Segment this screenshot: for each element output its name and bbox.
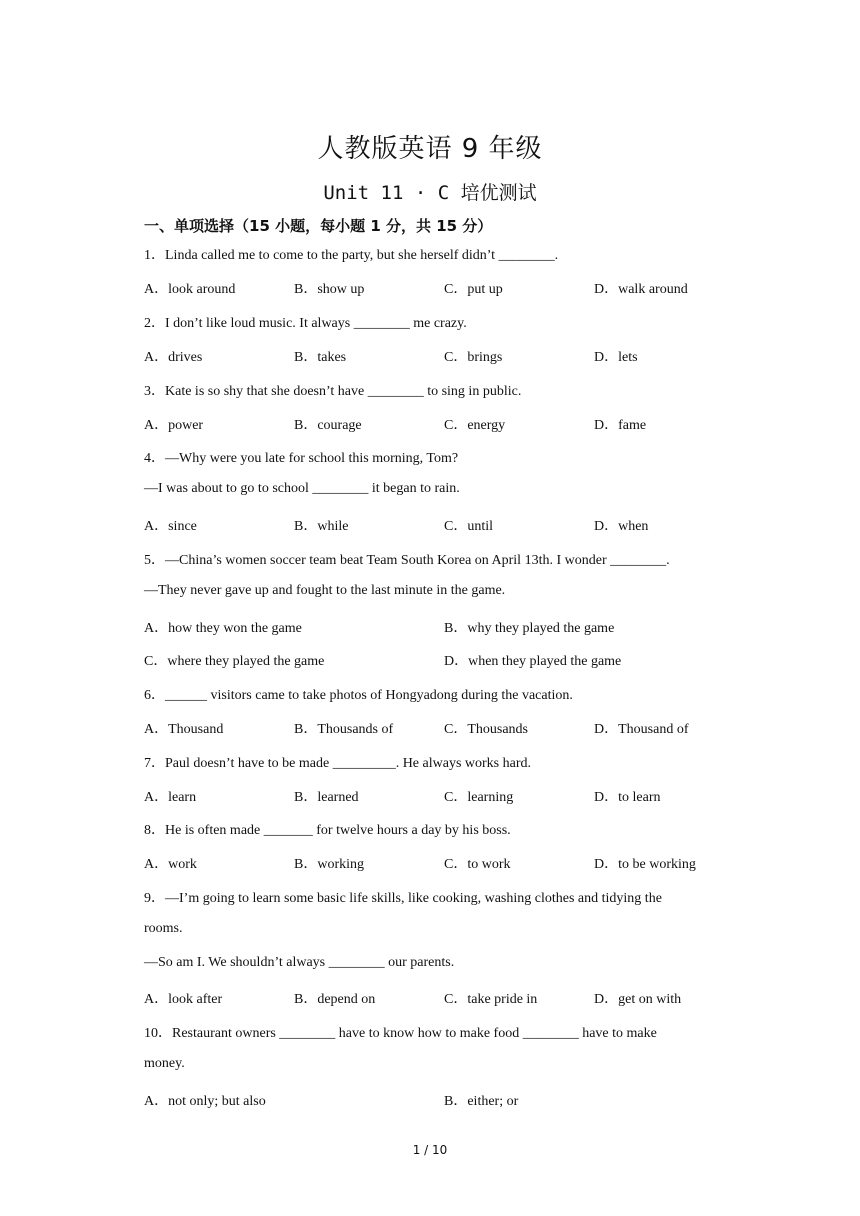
- question-10-option-b[interactable]: B．either; or: [444, 1094, 519, 1109]
- question-5-option-b[interactable]: B．why they played the game: [444, 621, 615, 636]
- question-8-option-b[interactable]: B．working: [294, 857, 364, 872]
- document-subtitle: Unit 11 · C 培优测试: [323, 182, 537, 204]
- question-7-options: [144, 786, 744, 806]
- question-4-option-a[interactable]: A．since: [144, 519, 197, 534]
- question-7-option-c[interactable]: C．learning: [444, 790, 514, 805]
- question-2-option-d[interactable]: D．lets: [594, 350, 638, 365]
- question-8-stem: 8．He is often made _______ for twelve hours a day by his boss.: [144, 823, 511, 838]
- question-7-stem: 7．Paul doesn’t have to be made _________. He always works hard.: [144, 756, 531, 771]
- question-5-stem-line-2: —They never gave up and fought to the last minute in the game.: [144, 583, 506, 598]
- question-2-option-b[interactable]: B．takes: [294, 350, 347, 365]
- question-1-stem: 1．Linda called me to come to the party, but she herself didn’t ________.: [144, 248, 559, 263]
- question-1-option-d[interactable]: D．walk around: [594, 282, 688, 297]
- question-4-option-d[interactable]: D．when: [594, 519, 649, 534]
- question-4-stem: 4．—Why were you late for school this morning, Tom?: [144, 451, 459, 466]
- question-10-options: [144, 1090, 744, 1110]
- question-10-stem-line-2: money.: [144, 1056, 185, 1071]
- question-8-option-a[interactable]: A．work: [144, 857, 197, 872]
- question-9-option-c[interactable]: C．take pride in: [444, 992, 538, 1007]
- document-title: 人教版英语 9 年级: [317, 134, 543, 164]
- question-1-option-b[interactable]: B．show up: [294, 282, 365, 297]
- question-5-option-a[interactable]: A．how they won the game: [144, 621, 302, 636]
- question-7-option-b[interactable]: B．learned: [294, 790, 359, 805]
- question-9-stem-line-2: rooms.: [144, 921, 183, 936]
- question-3-options: [144, 414, 744, 434]
- question-7-option-a[interactable]: A．learn: [144, 790, 197, 805]
- question-5-options-row-2: [144, 650, 744, 670]
- question-8-option-c[interactable]: C．to work: [444, 857, 511, 872]
- question-3-option-a[interactable]: A．power: [144, 418, 204, 433]
- question-2-option-a[interactable]: A．drives: [144, 350, 203, 365]
- question-6-option-c[interactable]: C．Thousands: [444, 722, 528, 737]
- question-4-option-b[interactable]: B．while: [294, 519, 349, 534]
- section-heading: 一、单项选择（15 小题，每小题 1 分，共 15 分）: [144, 217, 493, 235]
- question-10-option-a[interactable]: A．not only; but also: [144, 1094, 266, 1109]
- question-10-stem: 10．Restaurant owners ________ have to know how to make food ________ have to make: [144, 1026, 657, 1041]
- question-6-option-b[interactable]: B．Thousands of: [294, 722, 394, 737]
- question-8-option-d[interactable]: D．to be working: [594, 857, 696, 872]
- question-2-options: [144, 346, 744, 366]
- question-8-options: [144, 853, 744, 873]
- question-3-option-c[interactable]: C．energy: [444, 418, 506, 433]
- question-9-stem-line-3: —So am I. We shouldn’t always ________ our parents.: [144, 955, 455, 970]
- question-2-option-c[interactable]: C．brings: [444, 350, 503, 365]
- question-9-option-b[interactable]: B．depend on: [294, 992, 376, 1007]
- page-number: 1 / 10: [412, 1143, 448, 1157]
- question-4-stem-line-2: —I was about to go to school ________ it began to rain.: [144, 481, 460, 496]
- question-1-options: [144, 278, 744, 298]
- question-9-stem: 9．—I’m going to learn some basic life skills, like cooking, washing clothes and tidying the: [144, 891, 662, 906]
- question-7-option-d[interactable]: D．to learn: [594, 790, 661, 805]
- question-6-option-a[interactable]: A．Thousand: [144, 722, 224, 737]
- question-5-stem: 5．—China’s women soccer team beat Team South Korea on April 13th. I wonder ________.: [144, 553, 670, 568]
- question-3-stem: 3．Kate is so shy that she doesn’t have ________ to sing in public.: [144, 384, 522, 399]
- question-1-option-c[interactable]: C．put up: [444, 282, 503, 297]
- question-5-option-d[interactable]: D．when they played the game: [444, 654, 622, 669]
- question-4-options: [144, 515, 744, 535]
- question-9-options: [144, 988, 744, 1008]
- question-3-option-b[interactable]: B．courage: [294, 418, 362, 433]
- question-6-stem: 6．______ visitors came to take photos of Hongyadong during the vacation.: [144, 688, 573, 703]
- question-5-options-row-1: [144, 617, 744, 637]
- question-3-option-d[interactable]: D．fame: [594, 418, 647, 433]
- question-6-option-d[interactable]: D．Thousand of: [594, 722, 689, 737]
- question-2-stem: 2．I don’t like loud music. It always ________ me crazy.: [144, 316, 467, 331]
- question-9-option-a[interactable]: A．look after: [144, 992, 223, 1007]
- question-5-option-c[interactable]: C．where they played the game: [144, 654, 325, 669]
- question-6-options: [144, 718, 744, 738]
- question-1-option-a[interactable]: A．look around: [144, 282, 236, 297]
- question-4-option-c[interactable]: C．until: [444, 519, 494, 534]
- question-9-option-d[interactable]: D．get on with: [594, 992, 682, 1007]
